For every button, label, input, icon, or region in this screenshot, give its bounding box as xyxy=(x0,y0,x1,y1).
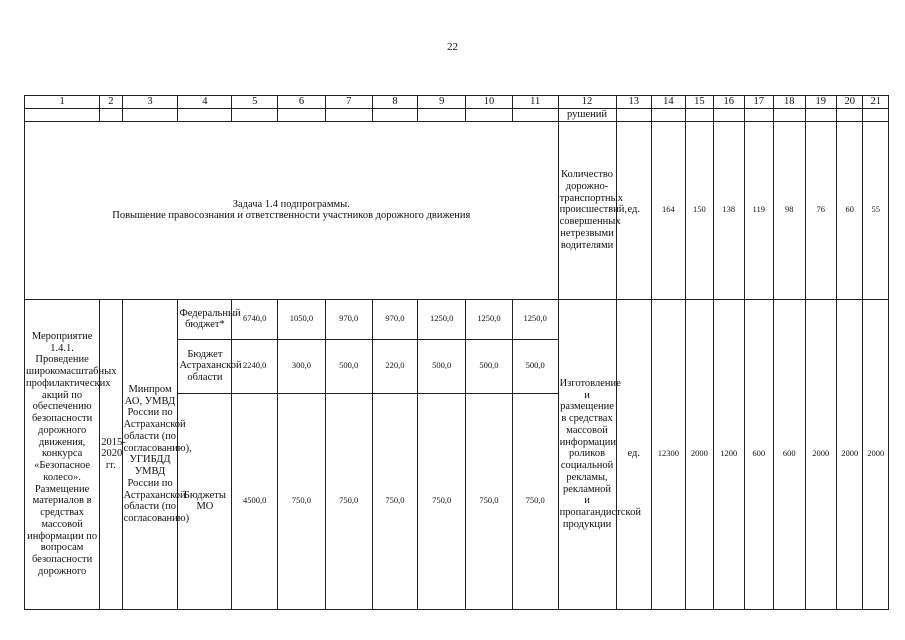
funding-total: 4500,0 xyxy=(232,393,278,609)
column-header: 3 xyxy=(122,96,178,109)
task-row xyxy=(25,121,889,299)
event-executors: Минпром АО, УМВД России по Астраханской области (по согласованию), УГИБДД УМВД России по Астраханской области (по согласованию) xyxy=(122,299,178,609)
task-unit: ед. xyxy=(616,121,652,299)
carryover-indicator-text: рушений xyxy=(558,109,616,122)
funding-source: Бюджеты МО xyxy=(178,393,232,609)
event-value: 600 xyxy=(774,299,806,609)
funding-year: 1250,0 xyxy=(512,299,558,339)
column-header: 14 xyxy=(652,96,686,109)
column-header: 20 xyxy=(837,96,863,109)
task-value: 98 xyxy=(774,121,806,299)
column-number-row xyxy=(25,96,889,109)
task-indicator: Количество дорожно-транспортных происшествий, совершенных нетрезвыми водителями xyxy=(558,121,616,299)
column-header: 4 xyxy=(178,96,232,109)
event-value: 2000 xyxy=(837,299,863,609)
funding-year: 750,0 xyxy=(278,393,326,609)
column-header: 15 xyxy=(685,96,713,109)
column-header: 7 xyxy=(325,96,372,109)
column-header: 16 xyxy=(714,96,744,109)
task-value: 60 xyxy=(837,121,863,299)
column-header: 6 xyxy=(278,96,326,109)
carryover-row xyxy=(25,109,889,122)
column-header: 13 xyxy=(616,96,652,109)
funding-year: 750,0 xyxy=(466,393,513,609)
event-value: 2000 xyxy=(685,299,713,609)
task-value: 150 xyxy=(685,121,713,299)
funding-year: 500,0 xyxy=(325,339,372,393)
task-value: 76 xyxy=(805,121,837,299)
funding-year: 750,0 xyxy=(325,393,372,609)
page-number: 22 xyxy=(447,41,458,53)
funding-source: Бюджет Астраханской области xyxy=(178,339,232,393)
event-name: Мероприятие 1.4.1. Проведение широкомасштабных профилактических акций по обеспечению безопасности дорожного движения, конкурса «Безопасное колесо». Размещение материалов в средствах массовой информации по вопросам безопасности дорожного xyxy=(25,299,100,609)
task-value: 55 xyxy=(863,121,889,299)
funding-year: 500,0 xyxy=(466,339,513,393)
funding-source: Федеральный бюджет* xyxy=(178,299,232,339)
column-header: 1 xyxy=(25,96,100,109)
funding-year: 300,0 xyxy=(278,339,326,393)
column-header: 11 xyxy=(512,96,558,109)
event-value: 1200 xyxy=(714,299,744,609)
event-value: 2000 xyxy=(805,299,837,609)
event-unit: ед. xyxy=(616,299,652,609)
column-header: 9 xyxy=(418,96,466,109)
column-header: 17 xyxy=(744,96,773,109)
funding-year: 750,0 xyxy=(418,393,466,609)
column-header: 2 xyxy=(100,96,122,109)
program-table xyxy=(24,95,889,610)
column-header: 18 xyxy=(774,96,806,109)
event-period: 2015-2020 гг. xyxy=(100,299,122,609)
task-title: Задача 1.4 подпрограммы. xyxy=(232,198,350,210)
funding-year: 500,0 xyxy=(512,339,558,393)
funding-year: 970,0 xyxy=(325,299,372,339)
column-header: 21 xyxy=(863,96,889,109)
funding-total: 6740,0 xyxy=(232,299,278,339)
funding-year: 220,0 xyxy=(372,339,418,393)
funding-row-federal xyxy=(25,299,889,339)
funding-year: 750,0 xyxy=(512,393,558,609)
funding-year: 970,0 xyxy=(372,299,418,339)
column-header: 19 xyxy=(805,96,837,109)
funding-year: 1250,0 xyxy=(418,299,466,339)
column-header: 5 xyxy=(232,96,278,109)
task-value: 119 xyxy=(744,121,773,299)
task-value: 164 xyxy=(652,121,686,299)
task-heading-cell xyxy=(25,121,559,299)
funding-total: 2240,0 xyxy=(232,339,278,393)
event-indicator: Изготовление и размещение в средствах массовой информации роликов социальной рекламы, рекламной и пропагандистской продукции xyxy=(558,299,616,609)
task-value: 138 xyxy=(714,121,744,299)
event-value: 2000 xyxy=(863,299,889,609)
funding-year: 500,0 xyxy=(418,339,466,393)
column-header: 10 xyxy=(466,96,513,109)
task-description: Повышение правосознания и ответственности участников дорожного движения xyxy=(112,210,471,222)
column-header: 12 xyxy=(558,96,616,109)
funding-year: 1250,0 xyxy=(466,299,513,339)
event-value: 600 xyxy=(744,299,773,609)
funding-year: 750,0 xyxy=(372,393,418,609)
event-value: 12300 xyxy=(652,299,686,609)
column-header: 8 xyxy=(372,96,418,109)
funding-year: 1050,0 xyxy=(278,299,326,339)
